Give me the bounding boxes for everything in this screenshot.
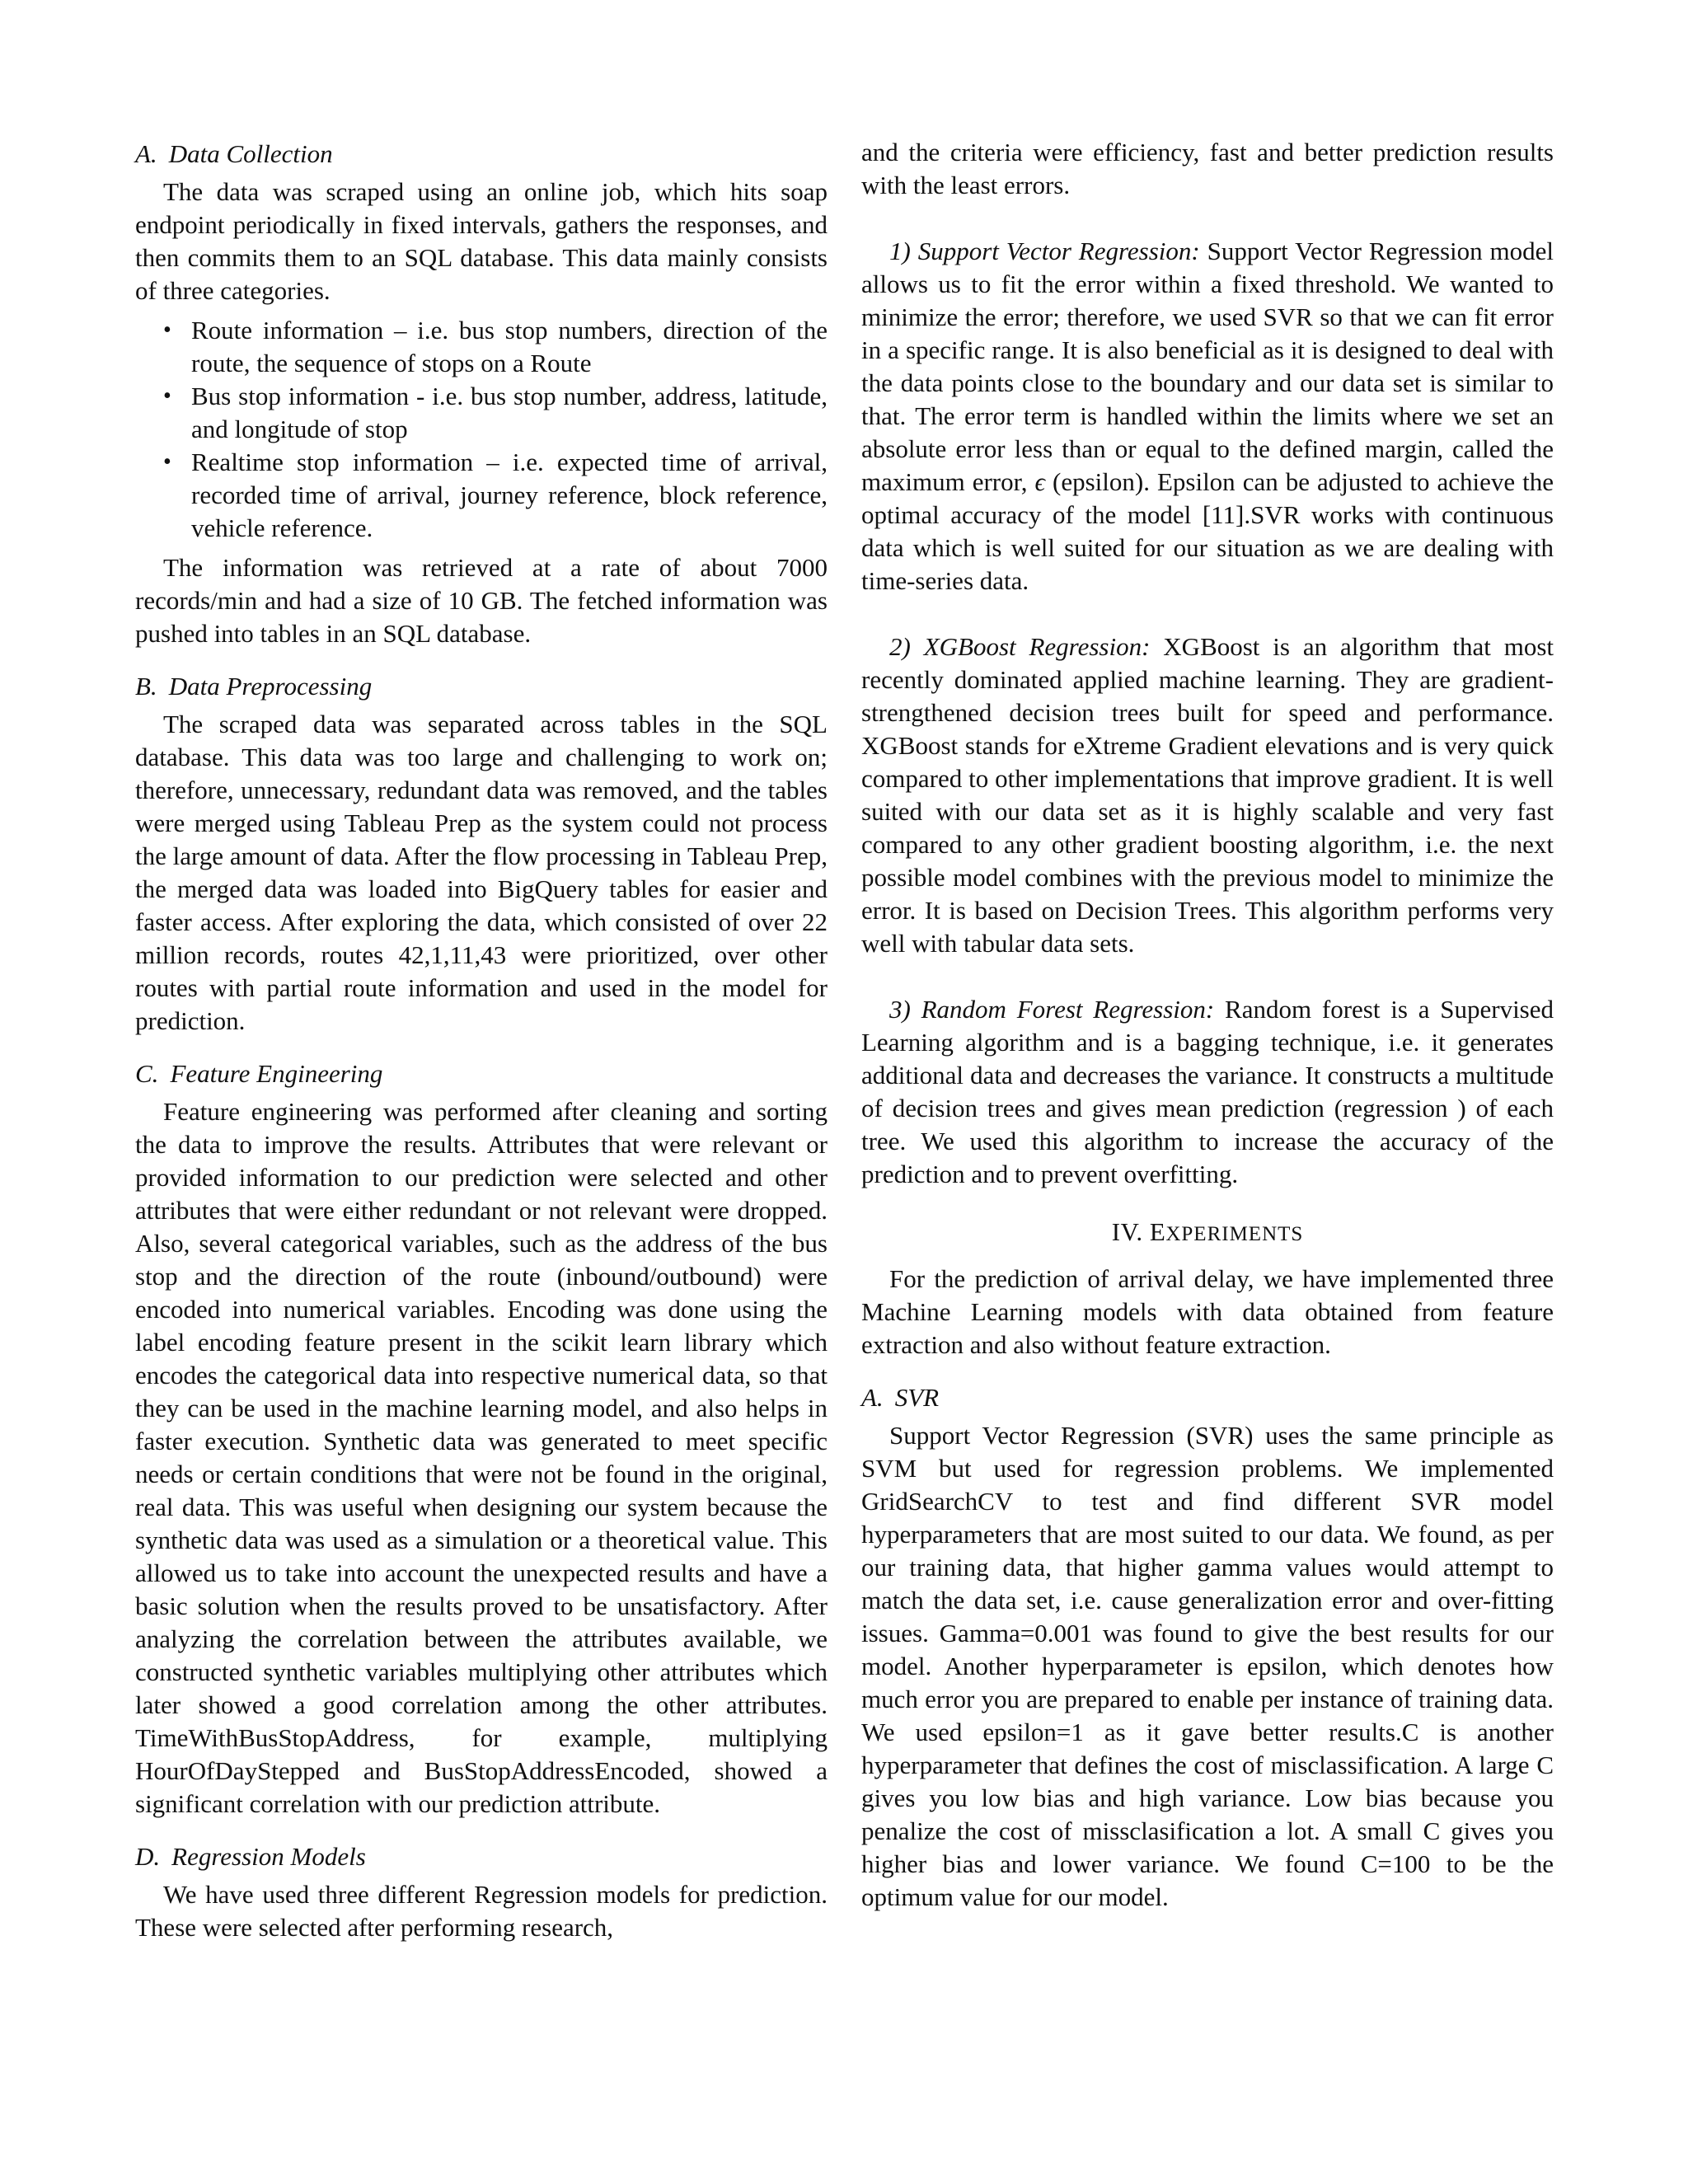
svr-subheading: 1) Support Vector Regression: [889, 237, 1200, 265]
section-number: B. [135, 672, 157, 701]
list-item-text: Route information – i.e. bus stop numbers, direction of the route, the sequence of stops on a Route [191, 316, 828, 377]
random-forest-paragraph [861, 993, 1554, 1191]
svr-experiment-paragraph: Support Vector Regression (SVR) uses the same principle as SVM but used for regression problems. We implemented GridSearchCV to test and find different SVR model hyperparameters that are most suited to our data. We found, as per our training data, that higher gamma values would attempt to match the data set, i.e. cause generalization error and over-fitting issues. Gamma=0.001 was found to give the best results for our model. Another hyperparameter is epsilon, which denotes how much error you are prepared to enable per instance of training data. We used epsilon=1 as it gave better results.C is another hyperparameter that defines the cost of misclassification. A large C gives you low bias and high variance. Low bias because you penalize the cost of missclasification a lot. A small C gives you higher bias and lower variance. We found C=100 to be the optimum value for our model. [861, 1421, 1554, 1911]
data-preprocessing-paragraph: The scraped data was separated across tables in the SQL database. This data was too large and challenging to work on; therefore, unnecessary, redundant data was removed, and the tables were merged using Tableau Prep as the system could not process the large amount of data. After the flow processing in Tableau Prep, the merged data was loaded into BigQuery tables for easier and faster access. After exploring the data, which consisted of over 22 million records, routes 42,1,11,43 were prioritized, over other routes with partial route information and used in the model for prediction. [135, 710, 828, 1035]
svr-paragraph [861, 235, 1554, 598]
bullet-icon: • [163, 317, 171, 343]
continuation-paragraph: and the criteria were efficiency, fast and better prediction results with the least errors. [861, 138, 1554, 199]
section-heading-svr [861, 1380, 1554, 1419]
section-title: Data Preprocessing [168, 672, 373, 701]
list-item [163, 446, 828, 545]
list-item [163, 314, 828, 380]
svr-text-a: Support Vector Regression model allows us to fit the error within a fixed threshold. We wanted to minimize the error; therefore, we used SVR so that we can fit error in a specific range. It is also beneficial as it is designed to deal with the data points close to the boundary and our data set is similar to that. The error term is handled within the limits where we set an absolute error less than or equal to the defined margin, called the maximum error, [861, 237, 1554, 496]
section-heading-feature-engineering [135, 1056, 828, 1095]
section-number: D. [135, 1842, 161, 1871]
bullet-icon: • [163, 449, 171, 475]
section-title-rest: XPERIMENTS [1165, 1223, 1304, 1245]
xgboost-text: XGBoost is an algorithm that most recently dominated applied machine learning. They are gradient-strengthened decision trees built for speed and performance. XGBoost stands for eXtreme Gradient elevations and is very quick compared to other implementations that improve gradient. It is well suited with our data set as it is highly scalable and very fast compared to any other gradient boosting algorithm, i.e. the next possible model combines with the previous model to minimize the error. It is based on Decision Trees. This algorithm performs very well with tabular data sets. [861, 632, 1554, 958]
regression-models-paragraph: We have used three different Regression models for prediction. These were selected after performing research, [135, 1880, 828, 1942]
section-number: A. [135, 139, 157, 168]
section-title: SVR [894, 1383, 940, 1412]
feature-engineering-paragraph: Feature engineering was performed after cleaning and sorting the data to improve the results. Attributes that were relevant or provided information to our prediction were selected and other attributes that were either redundant or not relevant were dropped. Also, several categorical variables, such as the address of the bus stop and the direction of the route (inbound/outbound) were encoded into numerical variables. Encoding was done using the label encoding feature present in the scikit learn library which encodes the categorical data into respective numerical data, so that they can be used in the machine learning model, and also helps in faster execution. Synthetic data was generated to meet specific needs or certain conditions that were not be found in the original, real data. This was useful when designing our system because the synthetic data was used as a simulation or a theoretical value. This allowed us to take into account the unexpected results and have a basic solution when the results proved to be unsatisfactory. After analyzing the correlation between the attributes available, we constructed synthetic variables multiplying other attributes which later showed a good correlation among the other attributes. TimeWithBusStopAddress, for example, multiplying HourOfDayStepped and BusStopAddressEncoded, showed a significant correlation with our prediction attribute. [135, 1097, 828, 1818]
section-number: IV. [1111, 1217, 1143, 1246]
data-collection-paragraph-1: The data was scraped using an online job, which hits soap endpoint periodically in fixed intervals, gathers the responses, and then commits them to an SQL database. This data mainly consists of three categories. [135, 177, 828, 305]
section-number: C. [135, 1059, 159, 1088]
bullet-icon: • [163, 383, 171, 409]
random-forest-text: Random forest is a Supervised Learning algorithm and is a bagging technique, i.e. it generates additional data and decreases the variance. It constructs a multitude of decision trees and gives mean prediction (regression ) of each tree. We used this algorithm to increase the accuracy of the prediction and to prevent overfitting. [861, 995, 1554, 1188]
section-heading-data-collection [135, 136, 828, 176]
right-column [861, 136, 1554, 1914]
xgboost-subheading: 2) XGBoost Regression: [889, 632, 1151, 661]
section-number: A. [861, 1383, 884, 1412]
svr-text-b: (epsilon). Epsilon can be adjusted to achieve the optimal accuracy of the model [11].SVR works with continuous data which is well suited for our situation as we are dealing with time-series data. [861, 467, 1554, 595]
epsilon-symbol: ϵ [1034, 467, 1045, 496]
random-forest-subheading: 3) Random Forest Regression: [889, 995, 1215, 1024]
left-column [135, 136, 828, 1944]
section-title: Feature Engineering [170, 1059, 383, 1088]
list-item-text: Realtime stop information – i.e. expected time of arrival, recorded time of arrival, journey reference, block reference, vehicle reference. [191, 448, 828, 542]
data-collection-paragraph-2: The information was retrieved at a rate of about 7000 records/min and had a size of 10 GB. The fetched information was pushed into tables in an SQL database. [135, 553, 828, 648]
experiments-paragraph: For the prediction of arrival delay, we have implemented three Machine Learning models with data obtained from feature extraction and also without feature extraction. [861, 1264, 1554, 1359]
section-heading-experiments [861, 1216, 1554, 1251]
section-title: Data Collection [168, 139, 333, 168]
list-item [163, 380, 828, 446]
section-heading-data-preprocessing [135, 668, 828, 708]
xgboost-paragraph [861, 630, 1554, 960]
section-heading-regression-models [135, 1839, 828, 1878]
section-title-initial: E [1149, 1217, 1166, 1246]
section-title: Regression Models [171, 1842, 366, 1871]
data-categories-list [135, 314, 828, 545]
list-item-text: Bus stop information - i.e. bus stop number, address, latitude, and longitude of stop [191, 382, 828, 443]
